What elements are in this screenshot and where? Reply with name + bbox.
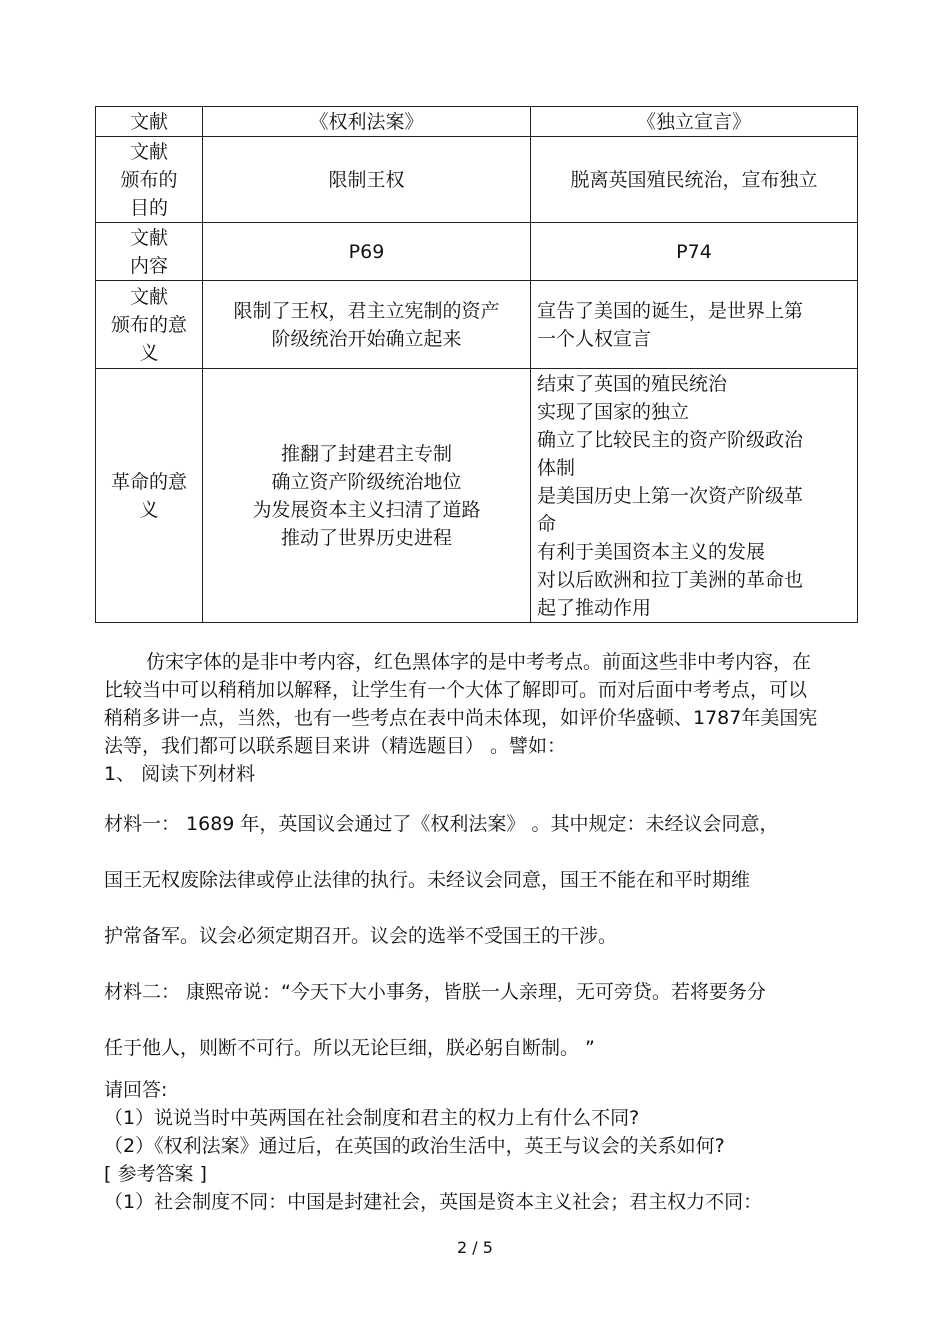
table-header-row <box>96 107 858 137</box>
bill-cell <box>203 369 531 623</box>
declaration-text: 命 <box>537 512 557 535</box>
bill-text: P69 <box>348 240 385 263</box>
row-label-line: 颁布的 <box>120 168 178 191</box>
bill-text: 为发展资本主义扫清了道路 <box>252 498 481 521</box>
row-label <box>96 137 203 223</box>
row-label-line: 文献 <box>129 140 168 163</box>
header-bill-of-rights: 《权利法案》 <box>203 107 531 137</box>
table-row <box>96 281 858 369</box>
declaration-cell <box>531 223 858 281</box>
table-row <box>96 369 858 623</box>
bill-cell <box>203 281 531 369</box>
row-label-line: 革命的意 <box>110 470 187 493</box>
question-one: （1）说说当时中英两国在社会制度和君主的权力上有什么不同? <box>104 1107 640 1129</box>
material-two-line: 材料二： 康熙帝说：“今天下大小事务，皆朕一人亲理，无可旁贷。若将要务分 <box>104 981 766 1003</box>
answer-prompt: 请回答: <box>104 1079 168 1101</box>
bill-text: 限制了王权，君主立宪制的资产 <box>233 299 500 322</box>
bill-text: 推翻了封建君主专制 <box>280 442 452 465</box>
declaration-cell <box>531 137 858 223</box>
answer-one: （1）社会制度不同：中国是封建社会，英国是资本主义社会；君主权力不同： <box>104 1191 763 1213</box>
declaration-text: 对以后欧洲和拉丁美洲的革命也 <box>537 568 804 591</box>
declaration-text: 有利于美国资本主义的发展 <box>537 540 766 563</box>
question-two: （2）《权利法案》通过后，在英国的政治生活中，英王与议会的关系如何? <box>104 1135 725 1157</box>
table-row <box>96 223 858 281</box>
question-title: 1、 阅读下列材料 <box>104 763 256 785</box>
row-label <box>96 281 203 369</box>
bill-cell <box>203 137 531 223</box>
declaration-text: 一个人权宣言 <box>537 327 652 350</box>
row-label-line: 目的 <box>129 196 168 219</box>
declaration-text: 实现了国家的独立 <box>537 400 690 423</box>
declaration-cell <box>531 281 858 369</box>
row-label-line: 文献 <box>129 285 168 308</box>
reference-answer-heading: [ 参考答案 ] <box>104 1163 207 1185</box>
declaration-text: 结束了英国的殖民统治 <box>537 372 728 395</box>
declaration-text: 起了推动作用 <box>537 596 652 619</box>
bill-text: 推动了世界历史进程 <box>280 526 452 549</box>
material-one-line: 护常备军。议会必须定期召开。议会的选举不受国王的干涉。 <box>104 925 618 947</box>
bill-text: 限制王权 <box>328 168 405 191</box>
material-one-line: 国王无权废除法律或停止法律的执行。未经议会同意，国王不能在和平时期维 <box>104 869 751 891</box>
comparison-table <box>95 106 858 623</box>
header-declaration: 《独立宣言》 <box>531 107 858 137</box>
row-label <box>96 223 203 281</box>
declaration-text: 脱离英国殖民统治，宣布独立 <box>570 168 818 191</box>
declaration-text: 确立了比较民主的资产阶级政治 <box>537 428 804 451</box>
material-two-line: 任于他人，则断不可行。所以无论巨细，朕必躬自断制。 ” <box>104 1037 595 1059</box>
header-document: 文献 <box>96 107 203 137</box>
declaration-text: P74 <box>676 240 712 263</box>
bill-text: 阶级统治开始确立起来 <box>271 327 462 350</box>
declaration-cell <box>531 369 858 623</box>
declaration-text: 宣告了美国的诞生，是世界上第 <box>537 299 804 322</box>
row-label-line: 内容 <box>129 254 168 277</box>
row-label-line: 颁布的意 <box>110 313 187 336</box>
material-one-line: 材料一： 1689 年，英国议会通过了《权利法案》 。其中规定：未经议会同意， <box>104 813 779 835</box>
page-number: 2 / 5 <box>457 1238 493 1257</box>
declaration-text: 体制 <box>537 456 576 479</box>
table-row <box>96 137 858 223</box>
row-label-line: 义 <box>139 341 159 364</box>
bill-cell <box>203 223 531 281</box>
row-label <box>96 369 203 623</box>
declaration-text: 是美国历史上第一次资产阶级革 <box>537 484 804 507</box>
row-label-line: 文献 <box>129 226 168 249</box>
row-label-line: 义 <box>139 498 159 521</box>
intro-paragraph: 仿宋字体的是非中考内容，红色黑体字的是中考考点。前面这些非中考内容，在比较当中可以稍稍加以解释，让学生有一个大体了解即可。而对后面中考考点，可以稍稍多讲一点，当然，也有一些考点在表中尚未体现，如评价华盛顿、1787年美国宪法等，我们都可以联系题目来讲（精选题目） 。譬如： <box>104 651 818 757</box>
bill-text: 确立资产阶级统治地位 <box>271 470 462 493</box>
